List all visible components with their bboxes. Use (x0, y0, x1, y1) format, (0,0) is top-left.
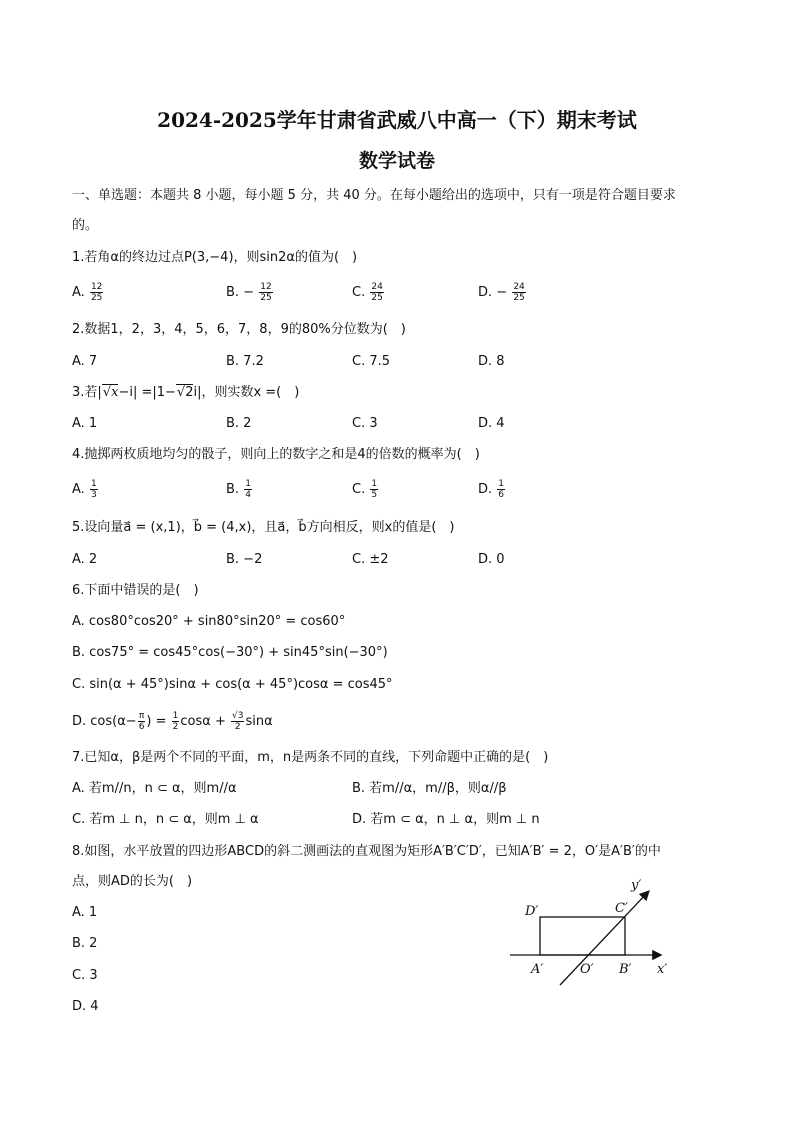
fraction: $\frac{1}{5}$ (371, 479, 378, 500)
question-1-option-c: C. $\frac{24}{25}$ (352, 282, 383, 303)
question-1-option-d: D. − $\frac{24}{25}$ (478, 282, 525, 303)
radical: √2 (176, 385, 194, 400)
label-y: y′ (631, 878, 642, 893)
question-6-option-c: C. sin(α + 45°)sinα + cos(α + 45°)cosα = cos45° (72, 677, 393, 692)
label-c: C′ (615, 901, 628, 916)
question-5-stem: 5.设向量a⃗ = (x,1)，b⃗ = (4,x)，且a⃗，b⃗方向相反，则x的值是( ) (72, 520, 455, 535)
fraction: $\frac{24}{25}$ (513, 282, 525, 303)
question-2-option-c: C. 7.5 (352, 354, 391, 369)
fraction: $\frac{24}{25}$ (371, 282, 383, 303)
label-o: O′ (580, 962, 594, 977)
y-axis (560, 892, 648, 985)
question-7-option-d: D. 若m ⊂ α，n ⊥ α，则m ⊥ n (352, 812, 540, 827)
question-3-option-b: B. 2 (226, 416, 252, 431)
question-8-option-b: B. 2 (72, 936, 98, 951)
question-3-option-c: C. 3 (352, 416, 378, 431)
question-7-option-c: C. 若m ⊥ n，n ⊂ α，则m ⊥ α (72, 812, 259, 827)
question-7-option-a: A. 若m//n，n ⊂ α，则m//α (72, 781, 237, 796)
oblique-projection-figure (505, 875, 685, 990)
label-b: B′ (619, 962, 632, 977)
question-5-option-d: D. 0 (478, 552, 505, 567)
label-a: A′ (531, 962, 544, 977)
question-6-option-b: B. cos75° = cos45°cos(−30°) + sin45°sin(−30°) (72, 645, 388, 660)
question-2-stem: 2.数据1，2，3，4，5，6，7，8，9的80%分位数为( ) (72, 322, 406, 337)
section-instructions-line2: 的。 (72, 218, 99, 233)
question-8-option-d: D. 4 (72, 999, 99, 1014)
question-3-option-a: A. 1 (72, 416, 98, 431)
question-1-option-a: A. $\frac{12}{25}$ (72, 282, 103, 303)
label-d: D′ (525, 904, 539, 919)
question-4-option-a: A. $\frac{1}{3}$ (72, 479, 97, 500)
question-6-option-d: D. cos(α− $\frac{\pi}{6}$ ) = $\frac{1}{2}$ cosα + $\frac{√3}{2}$ sinα (72, 711, 273, 732)
question-6-stem: 6.下面中错误的是( ) (72, 583, 199, 598)
question-2-option-b: B. 7.2 (226, 354, 264, 369)
question-2-option-d: D. 8 (478, 354, 505, 369)
fraction: $\frac{1}{4}$ (245, 479, 251, 500)
question-8-option-c: C. 3 (72, 968, 98, 983)
question-5-option-b: B. −2 (226, 552, 263, 567)
question-4-option-c: C. $\frac{1}{5}$ (352, 479, 378, 500)
radical: √x (102, 385, 119, 400)
page-subtitle: 数学试卷 (358, 150, 435, 172)
question-8-stem-line1: 8.如图，水平放置的四边形ABCD的斜二测画法的直观图为矩形A′B′C′D′，已知A′B′ = 2，O′是A′B′的中 (72, 844, 661, 859)
fraction: $\frac{12}{25}$ (90, 282, 103, 303)
question-6-option-a: A. cos80°cos20° + sin80°sin20° = cos60° (72, 614, 346, 629)
question-2-option-a: A. 7 (72, 354, 98, 369)
question-7-option-b: B. 若m//α，m//β，则α//β (352, 781, 507, 796)
label-x: x′ (657, 962, 668, 977)
question-4-stem: 4.抛掷两枚质地均匀的骰子，则向上的数字之和是4的倍数的概率为( ) (72, 447, 480, 462)
question-8-option-a: A. 1 (72, 905, 98, 920)
section-instructions-line1: 一、单选题：本题共 8 小题，每小题 5 分，共 40 分。在每小题给出的选项中，只有一项是符合题目要求 (72, 188, 676, 203)
question-1-stem: 1.若角α的终边过点P(3,−4)，则sin2α的值为( ) (72, 250, 358, 265)
question-5-option-a: A. 2 (72, 552, 98, 567)
question-3-option-d: D. 4 (478, 416, 505, 431)
fraction: $\frac{1}{2}$ (172, 711, 179, 732)
fraction: $\frac{12}{25}$ (260, 282, 272, 303)
fraction: $\frac{1}{3}$ (90, 479, 97, 500)
question-4-option-b: B. $\frac{1}{4}$ (226, 479, 251, 500)
fraction: $\frac{1}{6}$ (498, 479, 505, 500)
question-5-option-c: C. ±2 (352, 552, 389, 567)
question-3-stem: 3.若|√x−i| =|1−√2i|，则实数x =( ) (72, 385, 300, 400)
rectangle-abcd (540, 917, 625, 955)
page-title: 2024-2025学年甘肃省武威八中高一（下）期末考试 (157, 108, 637, 132)
question-7-stem: 7.已知α，β是两个不同的平面，m，n是两条不同的直线，下列命题中正确的是( ) (72, 750, 549, 765)
fraction: $\frac{\pi}{6}$ (138, 711, 145, 732)
question-4-option-d: D. $\frac{1}{6}$ (478, 479, 505, 500)
question-1-option-b: B. − $\frac{12}{25}$ (226, 282, 272, 303)
fraction: $\frac{√3}{2}$ (232, 711, 244, 732)
question-8-stem-line2: 点，则AD的长为( ) (72, 874, 193, 889)
